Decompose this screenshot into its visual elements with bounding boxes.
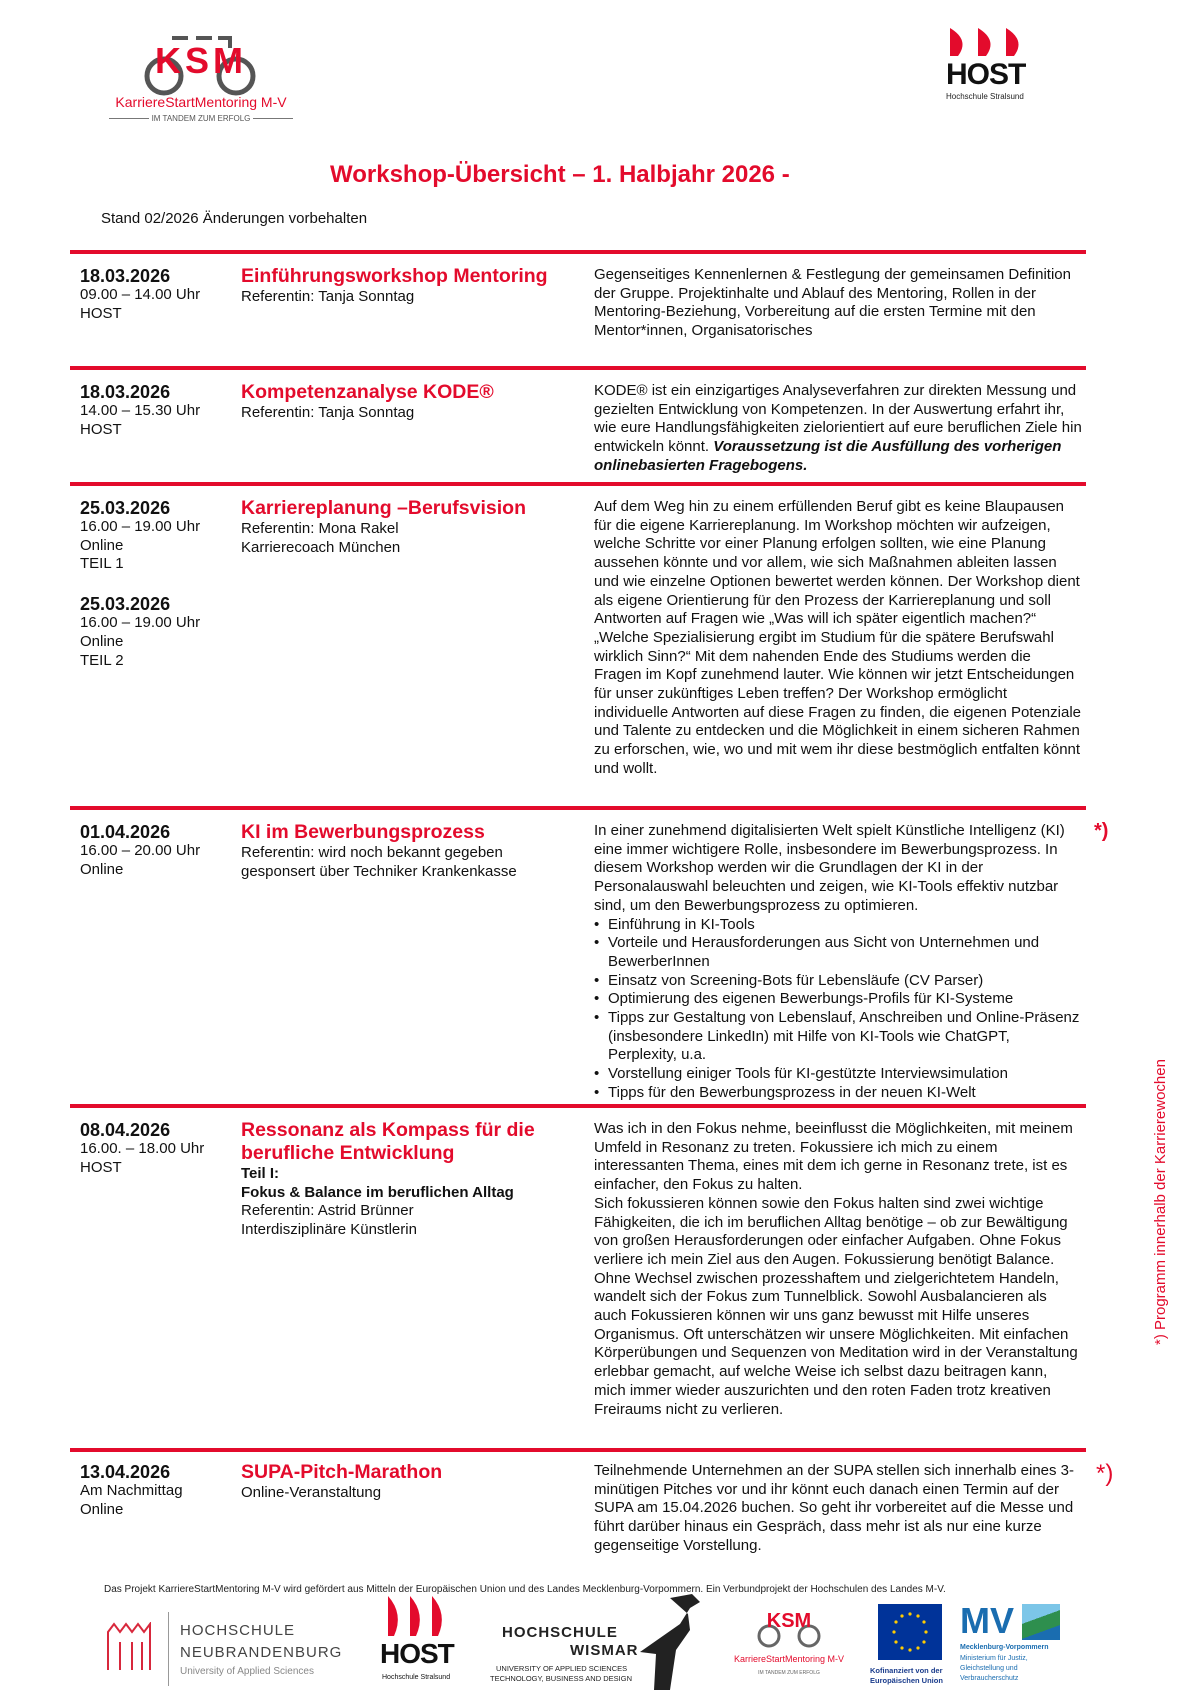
workshop-location: Online (80, 860, 124, 878)
description-text: Auf dem Weg hin zu einem erfüllenden Beruf gibt es keine Blaupausen für die eigene Karriereplanung. Im Workshop möchten wir aufzeigen, welche Schritte vor einer Planung erfolgen sollten, wie eine Planung aussehen könnte und vor allem, wie sich Maßnahmen ableiten lassen und wie einzelne Optionen bewertet werden können. Der Workshop dient als eigene Orientierung für den Prozess der Karriereplanung und soll Antworten auf Fragen wie „Was will ich später eigentlich machen?“ „Welche Spezialisierung ergibt im Studium für die spätere Berufswahl wirklich Sinn?“ Mit dem nahenden Ende des Studiums werden die Fragen im Kopf zunehmend lauter. Wie können wir jetzt Entscheidungen für unser zukünftiges Leben treffen? Der Workshop ermöglicht individuelle Antworten auf diese Fragen zu finden, die eigenen Potenziale und Talente zu entdecken und die Möglichkeit in einem sicheren Rahmen zu erforschen, wie, wo und mit wem ihr diese bestmöglich entfalten könnt und wollt. (594, 498, 1082, 777)
divider (70, 806, 1086, 810)
workshop-entry (80, 498, 200, 670)
workshop-subtitle: Fokus & Balance im beruflichen Alltag (241, 1183, 514, 1201)
workshop-heading (241, 821, 517, 881)
topic-list (594, 916, 1082, 1103)
workshop-time: 09.00 – 14.00 Uhr (80, 286, 201, 303)
ksm-footer-tagline: IM TANDEM ZUM ERFOLG (758, 1670, 820, 1676)
logo-mv-ministry (960, 1602, 1070, 1692)
workshop-date: 25.03.2026 (80, 498, 171, 518)
logo-hs-neubrandenburg (104, 1608, 374, 1688)
workshop-location: HOST (80, 420, 122, 438)
description-text: Teilnehmende Unternehmen an der SUPA stellen sich innerhalb eines 3-minütigen Pitches vor und ihr könnt euch danach einen Termin auf der SUPA am 15.04.2026 buchen. So geht ihr vorbereitet auf die Messe und führt darüber hinaus ein Gespräch, dass mehr ist als nur eine kurze gegenseitige Vorstellung. (594, 1462, 1075, 1554)
mv-line3: Gleichstellung und (960, 1665, 1018, 1672)
workshop-time: 14.00 – 15.30 Uhr (80, 402, 201, 419)
workshop-heading (241, 381, 494, 423)
workshop-title: KI im Bewerbungsprozess (241, 821, 485, 843)
workshop-date: 18.03.2026 (80, 266, 171, 286)
ksm-logo (96, 28, 306, 128)
wismar-line1: HOCHSCHULE (502, 1624, 618, 1641)
logo-ksm-footer (724, 1604, 854, 1690)
divider (70, 1448, 1086, 1452)
workshop-title: Einführungsworkshop Mentoring (241, 265, 548, 287)
workshop-time: Am Nachmittag (80, 1482, 183, 1499)
divider (70, 1104, 1086, 1108)
page-title: Workshop-Übersicht – 1. Halbjahr 2026 - (330, 161, 790, 188)
host-footer-sub: Hochschule Stralsund (382, 1674, 451, 1681)
divider (70, 366, 1086, 370)
host-logo (936, 26, 1046, 106)
host-footer-name: HOST (380, 1638, 454, 1669)
workshop-part: TEIL 2 (80, 651, 124, 669)
nb-line3: University of Applied Sciences (180, 1666, 314, 1677)
host-sails-icon (386, 1594, 456, 1638)
eu-line1: Kofinanziert von der (870, 1666, 943, 1675)
karrierewochen-marker: *) (1096, 1460, 1114, 1487)
workshop-date: 01.04.2026 (80, 822, 171, 842)
workshop-speaker: Referentin: Astrid Brünner (241, 1202, 414, 1220)
workshop-entry (80, 382, 200, 439)
workshop-speaker: Referentin: wird noch bekannt gegeben (241, 844, 503, 861)
mv-line4: Verbraucherschutz (960, 1675, 1019, 1682)
divider (70, 250, 1086, 254)
description-text: KODE® ist ein einzigartiges Analyseverfahren zur direkten Messung und gezielten Entwicklung von Kompetenzen. In der Auswertung erfahrt ihr, wie eure Handlungsfähigkeiten zielorientiert auf eure beruflichen Ziele hin entwickeln könnt. (594, 382, 1082, 456)
eu-flag-icon (878, 1604, 942, 1660)
workshop-part: TEIL 1 (80, 555, 124, 573)
ksm-letters: KSM (155, 40, 247, 81)
mv-letters: MV (960, 1600, 1014, 1641)
workshop-date: 13.04.2026 (80, 1462, 171, 1482)
workshop-description (594, 1462, 1082, 1556)
workshop-entry (80, 822, 200, 879)
mv-line2: Ministerium für Justiz, (960, 1655, 1028, 1662)
topic-item: • Optimierung des eigenen Bewerbungs-Profils für KI-Systeme (608, 990, 1082, 1009)
description-text: Gegenseitiges Kennenlernen & Festlegung der gemeinsamen Definition der Gruppe. Projektinhalte und Ablauf des Mentoring, Rollen in der Mentoring-Beziehung, Vorbereitung auf die ersten Termine mit den Mentor*innen, Organisatorisches (594, 266, 1071, 340)
workshop-description (594, 822, 1082, 1103)
workshop-location: Online (80, 536, 124, 554)
ksm-footer-name: KarriereStartMentoring M-V (733, 1654, 845, 1664)
wismar-line3: UNIVERSITY OF APPLIED SCIENCES (496, 1664, 628, 1673)
topic-item: • Tipps für den Bewerbungsprozess in der neuen KI-Welt (608, 1084, 1082, 1103)
mv-landscape-icon (1022, 1604, 1060, 1640)
wismar-line4: TECHNOLOGY, BUSINESS AND DESIGN (490, 1674, 632, 1683)
workshop-time: 16.00 – 20.00 Uhr (80, 842, 201, 859)
workshop-location: Online (80, 632, 124, 650)
host-name: HOST (946, 58, 1026, 91)
topic-item: • Vorteile und Herausforderungen aus Sicht von Unternehmen und BewerberInnen (608, 934, 1082, 971)
workshop-sponsor: gesponsert über Techniker Krankenkasse (241, 862, 517, 880)
ksm-footer-letters: KSM (766, 1610, 812, 1632)
ksm-name: KarriereStartMentoring M-V (115, 94, 287, 110)
workshop-time: 16.00 – 19.00 Uhr (80, 614, 201, 632)
workshop-title: Kompetenzanalyse KODE® (241, 381, 494, 403)
workshop-heading (241, 1461, 442, 1503)
workshop-time: 16.00 – 19.00 Uhr (80, 518, 201, 535)
nb-line2: NEUBRANDENBURG (180, 1644, 343, 1661)
workshop-date: 25.03.2026 (80, 594, 171, 615)
workshop-date: 18.03.2026 (80, 382, 171, 402)
workshop-description (594, 382, 1082, 476)
workshop-description (594, 498, 1082, 779)
workshop-speaker: Referentin: Tanja Sonntag (241, 288, 415, 305)
workshop-title: SUPA-Pitch-Marathon (241, 1461, 443, 1483)
workshop-entry (80, 1120, 204, 1177)
workshop-location: HOST (80, 304, 122, 322)
workshop-entry (80, 1462, 183, 1519)
workshop-speaker-role: Karrierecoach München (241, 538, 401, 556)
topic-item: • Einsatz von Screening-Bots für Lebensläufe (CV Parser) (608, 972, 1082, 991)
nb-emblem-icon (106, 1622, 152, 1672)
wismar-figure-icon (630, 1594, 720, 1690)
workshop-description (594, 1120, 1082, 1419)
divider (70, 482, 1086, 486)
mv-line1: Mecklenburg-Vorpommern (960, 1644, 1049, 1651)
logo-host (378, 1594, 468, 1690)
karrierewochen-marker: *) (1094, 820, 1109, 842)
workshop-speaker: Referentin: Tanja Sonntag (241, 404, 415, 421)
host-sub: Hochschule Stralsund (946, 92, 1024, 101)
description-text: In einer zunehmend digitalisierten Welt spielt Künstliche Intelligenz (KI) eine immer wichtigere Rolle, insbesondere im Bewerbungsprozess. In diesem Workshop werden wir die Grundlagen der KI in der Personalauswahl beleuchten und zeigen, wie KI-Tools effektiv nutzbar sind, um den Bewerbungsprozess zu optimieren. (594, 822, 1065, 914)
logo-hs-wismar (490, 1594, 720, 1690)
stand-note: Stand 02/2026 Änderungen vorbehalten (101, 210, 368, 227)
description-text: Was ich in den Fokus nehme, beeinflusst die Möglichkeiten, mit meinem Umfeld in Resonanz zu treten. Fokussiere ich mich zu einem interessanten Thema, eines mit dem ich gerne in Resonanz trete, ist es einfacher, den Fokus zu halten. (594, 1120, 1073, 1194)
ksm-tagline-text: IM TANDEM ZUM ERFOLG (151, 114, 251, 123)
workshop-speaker-role: Interdisziplinäre Künstlerin (241, 1221, 417, 1239)
side-note: *) Programm innerhalb der Karrierewochen (1152, 1059, 1169, 1345)
topic-item: • Einführung in KI-Tools (608, 916, 1082, 935)
logo-eu (870, 1604, 956, 1690)
topic-item: • Tipps zur Gestaltung von Lebenslauf, Anschreiben und Online-Präsenz (insbesondere LinkedIn) mit Hilfe von KI-Tools wie ChatGPT, Perplexity, u.a. (608, 1009, 1082, 1065)
description-text: Sich fokussieren können sowie den Fokus halten sind zwei wichtige Fähigkeiten, die ich im beruflichen Alltag benötige – ob zur Bewältigung von großen Herausforderungen oder einfacher Aufgaben. Ohne Fokus verliere ich mein Ziel aus den Augen. Fokussierung benötigt Balance. Ohne Wechsel zwischen prozesshaftem und zielgerichtetem Handeln, wandelt sich der Fokus zum Tunnelblick. Sowohl Ausbalancieren als auch Fokussieren können wir uns ganz bewusst mit Hilfe unseres Organismus. Oft unterschätzen wir unsere Möglichkeiten. Mit einfachen Körperübungen und Sequenzen von Meditation wird in der Veranstaltung erlebbar gemacht, auf welche Weise ich selbst dazu beitragen kann, mich immer wieder auszurichten und den roten Faden trotz kreativen Freiraums nicht zu verlieren. (594, 1194, 1078, 1418)
workshop-heading (241, 1119, 571, 1240)
ksm-tagline (96, 114, 306, 123)
workshop-location: Online (80, 1500, 124, 1518)
workshop-title: Ressonanz als Kompass für die berufliche Entwicklung (241, 1119, 535, 1164)
topic-item: • Vorstellung einiger Tools für KI-gestützte Interviewsimulation (608, 1065, 1082, 1084)
workshop-date: 08.04.2026 (80, 1120, 171, 1140)
eu-line2: Europäischen Union (870, 1676, 943, 1685)
workshop-title: Karriereplanung –Berufsvision (241, 497, 526, 519)
workshop-location: HOST (80, 1158, 122, 1176)
workshop-speaker: Referentin: Mona Rakel (241, 520, 399, 537)
wismar-line2: WISMAR (570, 1642, 639, 1659)
host-sails-icon (948, 26, 1038, 58)
funding-note: Das Projekt KarriereStartMentoring M-V wird gefördert aus Mitteln der Europäischen Union und des Landes Mecklenburg-Vorpommern. Ein Verbundprojekt der Hochschulen des Landes M-V. (104, 1584, 946, 1595)
workshop-time: 16.00. – 18.00 Uhr (80, 1140, 205, 1157)
workshop-heading (241, 265, 548, 307)
workshop-part: Teil I: (241, 1165, 280, 1182)
nb-line1: HOCHSCHULE (180, 1622, 296, 1639)
workshop-format: Online-Veranstaltung (241, 1484, 382, 1501)
prerequisite-note: Voraussetzung ist die Ausfüllung des vorherigen onlinebasierten Fragebogens. (594, 438, 1062, 474)
workshop-description (594, 266, 1082, 341)
workshop-heading (241, 497, 526, 557)
workshop-entry (80, 266, 200, 323)
